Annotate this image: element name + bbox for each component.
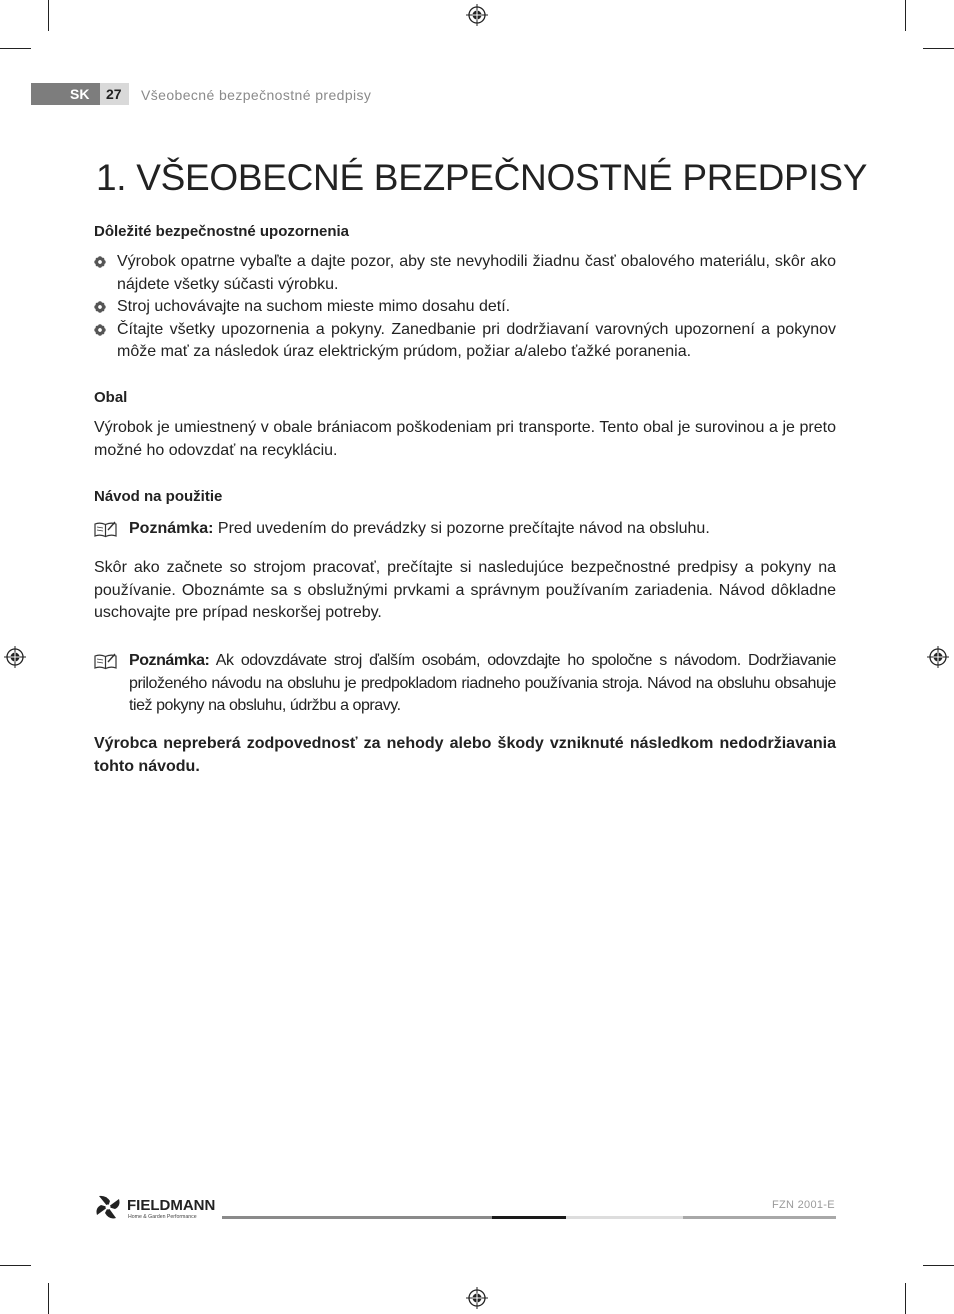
header-language-code: SK [70, 86, 90, 102]
footer-line-segment [222, 1216, 492, 1219]
crop-mark [48, 1283, 49, 1314]
header-lang-bar [31, 83, 100, 105]
header-section-title: Všeobecné bezpečnostné predpisy [141, 87, 372, 103]
list-item [94, 319, 836, 364]
crop-mark [923, 48, 954, 49]
fieldmann-logo [94, 1193, 218, 1223]
crop-mark [923, 1265, 954, 1266]
page-number: 27 [106, 86, 122, 102]
footer-line-segment [492, 1216, 566, 1219]
list-item [94, 251, 836, 296]
flower-bullet-icon [94, 256, 106, 268]
bullet-text: Výrobok opatrne vybaľte a dajte pozor, aby ste nevyhodili žiadnu časť obalového materiálu, skôr ako nájdete všetky súčasti výrobku. [117, 253, 836, 293]
disclaimer-text: Výrobca nepreberá zodpovednosť za nehody alebo škody vzniknuté následkom nedodržiavania tohto návodu. [94, 735, 836, 775]
packaging-text: Výrobok je umiestnený v obale brániacom poškodeniam pri transporte. Tento obal je surovinou a je preto možné ho odovzdať na recykláciu. [94, 419, 836, 459]
page-title: 1. VŠEOBECNÉ BEZPEČNOSTNÉ PREDPISY [96, 157, 868, 198]
flower-bullet-icon [94, 301, 106, 313]
model-code: FZN 2001-E [772, 1199, 835, 1211]
crop-mark [0, 48, 31, 49]
registration-mark-icon [466, 4, 488, 26]
note-text: Ak odovzdávate stroj ďalším osobám, odovzdajte ho spoločne s návodom. Dodržiavanie priloženého návodu na obsluhu je predpokladom riadneho používania stroja. Návod na obsluhu obsahuje tiež pokyny na obsluhu, údržbu a opravy. [129, 652, 836, 714]
list-item [94, 296, 836, 319]
open-book-note-icon [94, 521, 118, 538]
registration-mark-icon [466, 1287, 488, 1309]
note-label: Poznámka: [129, 520, 214, 537]
manual-intro-text: Skôr ako začnete so strojom pracovať, prečítajte si nasledujúce bezpečnostné predpisy a pokyny na používanie. Oboznámte sa s obslužnými prvkami a správnym používaním zariadenia. Návod dôkladne uschovajte pre prípad neskoršej potreby. [94, 559, 836, 621]
bullet-text: Stroj uchovávajte na suchom mieste mimo dosahu detí. [117, 298, 511, 315]
crop-mark [0, 1265, 31, 1266]
section-heading-safety: Dôležité bezpečnostné upozornenia [94, 223, 350, 240]
footer-line-segment [683, 1216, 836, 1219]
brand-tagline: Home & Garden Performance [128, 1214, 197, 1220]
safety-bullet-list [94, 251, 836, 364]
note-text: Pred uvedením do prevádzky si pozorne prečítajte návod na obsluhu. [213, 520, 710, 537]
registration-mark-icon [927, 646, 949, 668]
note-block [94, 518, 836, 541]
section-heading-manual: Návod na použitie [94, 488, 223, 505]
note-label: Poznámka: [129, 652, 210, 669]
bullet-text: Čítajte všetky upozornenia a pokyny. Zanedbanie pri dodržiavaní varovných upozornení a pokynov môže mať za následok úraz elektrickým prúdom, požiar a/alebo ťažké poranenia. [117, 320, 836, 360]
flower-bullet-icon [94, 324, 106, 336]
crop-mark [905, 1283, 906, 1314]
registration-mark-icon [4, 646, 26, 668]
open-book-note-icon [94, 653, 118, 670]
note-block [94, 650, 836, 718]
crop-mark [48, 0, 49, 31]
section-heading-packaging: Obal [94, 389, 128, 406]
crop-mark [905, 0, 906, 31]
brand-name: FIELDMANN [127, 1197, 216, 1214]
fan-logo-icon [97, 1196, 120, 1219]
footer-line-segment [566, 1216, 683, 1219]
